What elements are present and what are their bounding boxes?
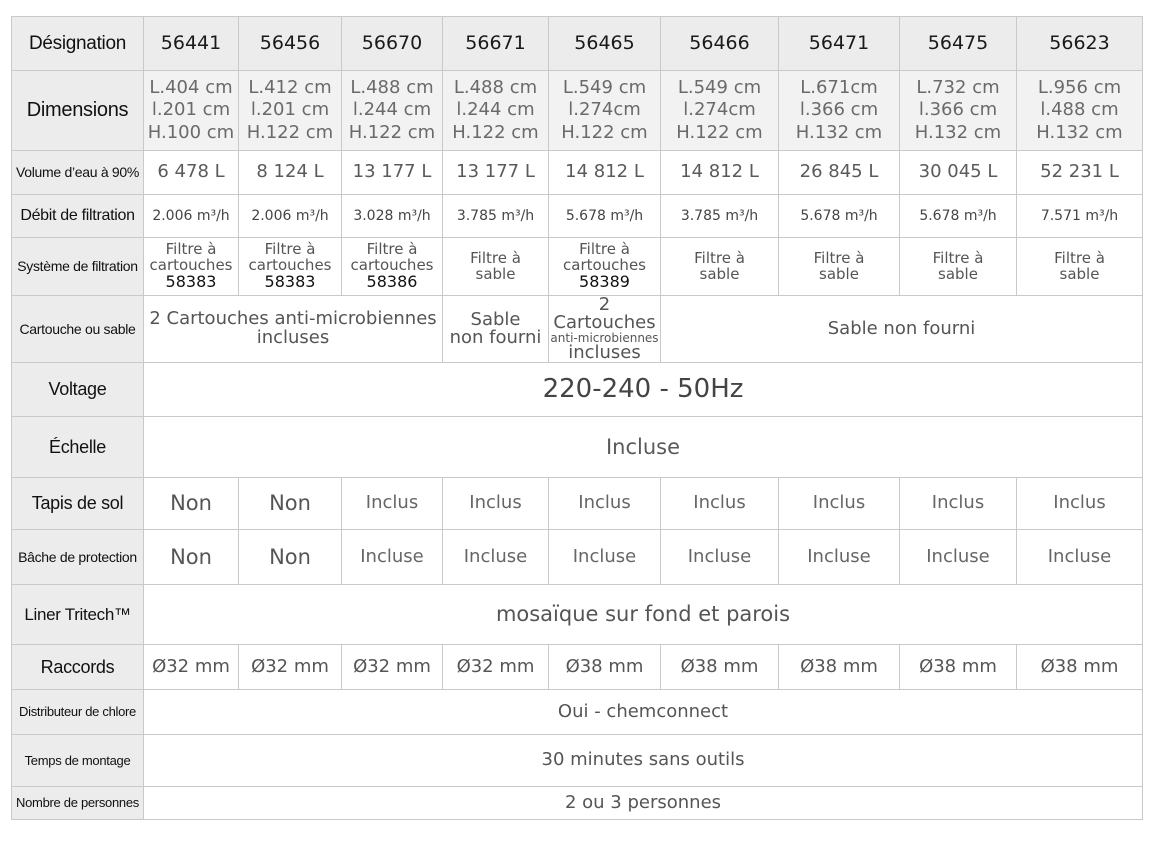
model-header: 56471 (779, 17, 900, 71)
volume-label: Volume d’eau à 90% (12, 151, 144, 195)
systeme-cell: Filtre à sable (661, 238, 779, 296)
row-tapis (12, 478, 1143, 530)
raccords-cell: Ø32 mm (239, 645, 342, 690)
raccords-label: Raccords (12, 645, 144, 690)
chlore-value: Oui - chemconnect (144, 690, 1143, 735)
cartouche-label: Cartouche ou sable (12, 296, 144, 363)
debit-cell: 3.028 m³/h (342, 195, 443, 238)
tapis-cell: Inclus (900, 478, 1017, 530)
systeme-cell: Filtre à cartouches 58383 (239, 238, 342, 296)
raccords-cell: Ø38 mm (1017, 645, 1143, 690)
row-montage (12, 735, 1143, 787)
row-chlore (12, 690, 1143, 735)
systeme-cell: Filtre à cartouches 58383 (144, 238, 239, 296)
systeme-label: Système de filtration (12, 238, 144, 296)
tapis-cell: Inclus (661, 478, 779, 530)
row-designation (12, 17, 1143, 71)
model-header: 56466 (661, 17, 779, 71)
volume-cell: 14 812 L (549, 151, 661, 195)
row-cartouche (12, 296, 1143, 363)
tapis-cell: Inclus (549, 478, 661, 530)
volume-cell: 13 177 L (443, 151, 549, 195)
tapis-cell: Inclus (443, 478, 549, 530)
dimensions-cell: L.488 cm l.244 cm H.122 cm (342, 71, 443, 151)
liner-value: mosaïque sur fond et parois (144, 585, 1143, 645)
personnes-label: Nombre de personnes (12, 787, 144, 820)
tapis-cell: Inclus (779, 478, 900, 530)
bache-label: Bâche de protection (12, 530, 144, 585)
chlore-label: Distributeur de chlore (12, 690, 144, 735)
bache-cell: Non (239, 530, 342, 585)
row-echelle (12, 417, 1143, 478)
row-personnes (12, 787, 1143, 820)
montage-label: Temps de montage (12, 735, 144, 787)
volume-cell: 26 845 L (779, 151, 900, 195)
debit-cell: 5.678 m³/h (900, 195, 1017, 238)
echelle-label: Échelle (12, 417, 144, 478)
model-header: 56465 (549, 17, 661, 71)
systeme-cell: Filtre à sable (779, 238, 900, 296)
debit-cell: 2.006 m³/h (239, 195, 342, 238)
row-systeme (12, 238, 1143, 296)
cartouche-cell: Sable non fourni (443, 296, 549, 363)
tapis-cell: Non (144, 478, 239, 530)
dimensions-cell: L.404 cm l.201 cm H.100 cm (144, 71, 239, 151)
systeme-cell: Filtre à cartouches 58386 (342, 238, 443, 296)
bache-cell: Incluse (900, 530, 1017, 585)
model-header: 56671 (443, 17, 549, 71)
dimensions-cell: L.488 cm l.244 cm H.122 cm (443, 71, 549, 151)
model-header: 56456 (239, 17, 342, 71)
row-debit (12, 195, 1143, 238)
raccords-cell: Ø38 mm (549, 645, 661, 690)
debit-cell: 5.678 m³/h (779, 195, 900, 238)
raccords-cell: Ø38 mm (779, 645, 900, 690)
raccords-cell: Ø32 mm (144, 645, 239, 690)
debit-cell: 5.678 m³/h (549, 195, 661, 238)
bache-cell: Incluse (342, 530, 443, 585)
dimensions-cell: L.956 cm l.488 cm H.132 cm (1017, 71, 1143, 151)
model-header: 56441 (144, 17, 239, 71)
cartouche-cell: 2 Cartouches anti-microbiennes incluses (550, 295, 659, 363)
systeme-cell: Filtre à sable (900, 238, 1017, 296)
raccords-cell: Ø32 mm (443, 645, 549, 690)
personnes-value: 2 ou 3 personnes (144, 787, 1143, 820)
volume-cell: 6 478 L (144, 151, 239, 195)
dimensions-cell: L.671cm l.366 cm H.132 cm (779, 71, 900, 151)
cartouche-cell: 2 Cartouches anti-microbiennes incluses (144, 296, 443, 363)
row-volume (12, 151, 1143, 195)
debit-cell: 3.785 m³/h (443, 195, 549, 238)
bache-cell: Incluse (779, 530, 900, 585)
debit-label: Débit de filtration (12, 195, 144, 238)
montage-value: 30 minutes sans outils (144, 735, 1143, 787)
dimensions-cell: L.549 cm l.274cm H.122 cm (549, 71, 661, 151)
row-raccords (12, 645, 1143, 690)
model-header: 56475 (900, 17, 1017, 71)
bache-cell: Incluse (443, 530, 549, 585)
voltage-label: Voltage (12, 363, 144, 417)
dimensions-label: Dimensions (12, 71, 144, 151)
row-voltage (12, 363, 1143, 417)
debit-cell: 2.006 m³/h (144, 195, 239, 238)
debit-cell: 3.785 m³/h (661, 195, 779, 238)
dimensions-cell: L.412 cm l.201 cm H.122 cm (239, 71, 342, 151)
bache-cell: Incluse (549, 530, 661, 585)
tapis-cell: Inclus (1017, 478, 1143, 530)
volume-cell: 14 812 L (661, 151, 779, 195)
model-header: 56670 (342, 17, 443, 71)
cartouche-cell: Sable non fourni (661, 296, 1143, 363)
row-liner (12, 585, 1143, 645)
systeme-cell: Filtre à sable (1017, 238, 1143, 296)
model-header: 56623 (1017, 17, 1143, 71)
bache-cell: Incluse (661, 530, 779, 585)
dimensions-cell: L.732 cm l.366 cm H.132 cm (900, 71, 1017, 151)
volume-cell: 8 124 L (239, 151, 342, 195)
tapis-label: Tapis de sol (12, 478, 144, 530)
raccords-cell: Ø32 mm (342, 645, 443, 690)
tapis-cell: Inclus (342, 478, 443, 530)
designation-label: Désignation (12, 17, 144, 71)
systeme-cell: Filtre à cartouches 58389 (549, 238, 661, 296)
volume-cell: 13 177 L (342, 151, 443, 195)
echelle-value: Incluse (144, 417, 1143, 478)
liner-label: Liner Tritech™ (12, 585, 144, 645)
systeme-cell: Filtre à sable (443, 238, 549, 296)
raccords-cell: Ø38 mm (661, 645, 779, 690)
bache-cell: Non (144, 530, 239, 585)
volume-cell: 52 231 L (1017, 151, 1143, 195)
row-dimensions (12, 71, 1143, 151)
pool-spec-table (11, 16, 1143, 820)
raccords-cell: Ø38 mm (900, 645, 1017, 690)
row-bache (12, 530, 1143, 585)
dimensions-cell: L.549 cm l.274cm H.122 cm (661, 71, 779, 151)
tapis-cell: Non (239, 478, 342, 530)
voltage-value: 220-240 - 50Hz (144, 363, 1143, 417)
volume-cell: 30 045 L (900, 151, 1017, 195)
debit-cell: 7.571 m³/h (1017, 195, 1143, 238)
bache-cell: Incluse (1017, 530, 1143, 585)
